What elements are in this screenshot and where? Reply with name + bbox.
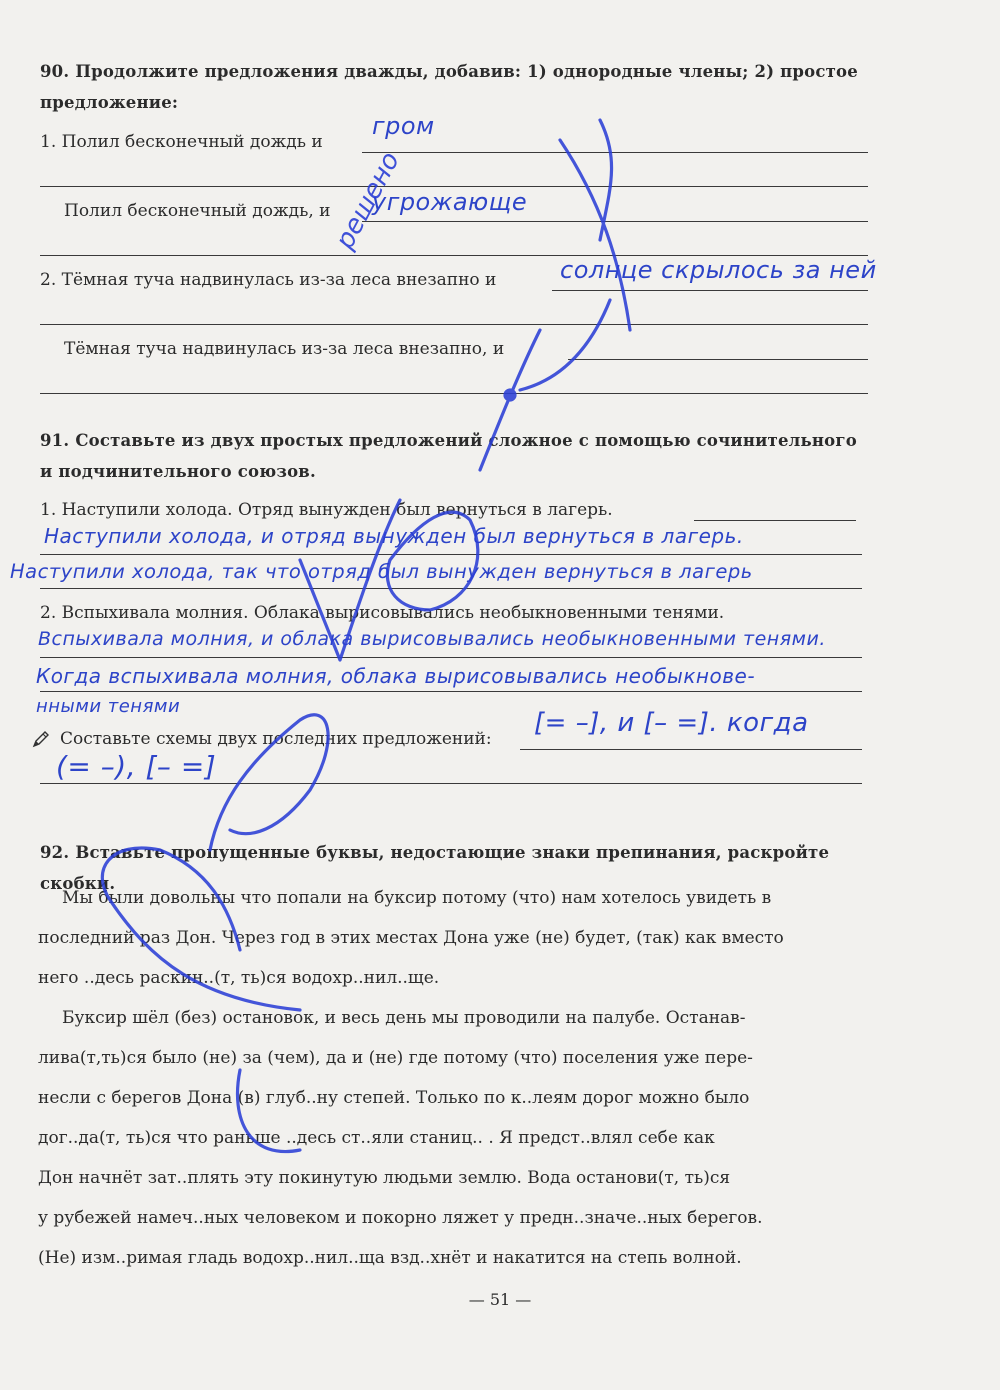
task-91-heading [40, 425, 870, 487]
handwritten-schemes-1: [= –], и [– =]. когда [534, 708, 809, 738]
task-91-schemes-label: Составьте схемы двух последних предложений: [60, 729, 492, 749]
answer-line [552, 290, 868, 291]
text-line: Буксир шёл (без) остановок, и весь день мы проводили на палубе. Останав- [62, 1008, 746, 1028]
handwritten-answer-91-2c: нными тенями [36, 696, 181, 717]
text-line: лива(т,ть)ся было (не) за (чем), да и (не) где потому (что) поселения уже пере- [38, 1048, 753, 1068]
answer-line [520, 749, 862, 750]
overlay-text: решено [330, 147, 406, 255]
text-line: Дон начнёт зат..плять эту покинутую людьми землю. Вода останови(т, ть)ся [38, 1168, 731, 1188]
page-number: — 51 — [468, 1290, 532, 1309]
answer-line [40, 393, 868, 394]
text-line: него ..десь раскин..(т, ть)ся водохр..нил..ще. [38, 968, 440, 988]
answer-line [362, 152, 868, 153]
text-line: дог..да(т, ть)ся что раньше ..десь ст..яли станиц.. . Я предст..влял себе как [38, 1128, 715, 1148]
task-90-item-2: Полил бесконечный дождь, и [64, 201, 331, 221]
handwritten-answer-90-2: угрожающе [372, 188, 528, 216]
answer-line [40, 783, 862, 784]
answer-line [40, 588, 862, 589]
exercise-paragraph-2 [38, 998, 864, 1278]
task-90-title: Продолжите предложения дважды, добавив: 1) однородные члены; 2) простое предложение: [40, 62, 858, 112]
handwritten-answer-91-2b: Когда вспыхивала молния, облака вырисовывались необыкнове- [36, 664, 756, 688]
task-91-sentence-1: 1. Наступили холода. Отряд вынужден был вернуться в лагерь. [40, 500, 613, 520]
exercise-paragraph-1 [38, 878, 864, 998]
task-91-title: Составьте из двух простых предложений сложное с помощью сочинительного и подчинительного союзов. [40, 431, 857, 481]
task-90-item-4: Тёмная туча надвинулась из-за леса внезапно, и [64, 339, 505, 359]
answer-line [40, 324, 868, 325]
text-line: у рубежей намеч..ных человеком и покорно ляжет у предн..значе..ных берегов. [38, 1208, 763, 1228]
task-91-sentence-2: 2. Вспыхивала молния. Облака вырисовывались необыкновенными тенями. [40, 603, 725, 623]
answer-line [40, 691, 862, 692]
answer-line [40, 554, 862, 555]
handwritten-answer-91-2a: Вспыхивала молния, и облака вырисовывались необыкновенными тенями. [38, 628, 826, 650]
handwritten-schemes-2: (= –), [– =] [56, 750, 217, 783]
task-90-number: 90. [40, 62, 70, 81]
task-92-title: Вставьте пропущенные буквы, недостающие знаки препинания, раскройте скобки. [40, 843, 830, 893]
answer-line [40, 186, 868, 187]
task-91-number: 91. [40, 431, 70, 450]
answer-line [568, 359, 868, 360]
handwritten-answer-91-1a: Наступили холода, и отряд вынужден был вернуться в лагерь. [44, 524, 744, 548]
answer-line [40, 657, 862, 658]
handwritten-answer-90-3: солнце скрылось за ней [560, 256, 877, 284]
handwritten-answer-91-1b: Наступили холода, так что отряд был вынужден вернуться в лагерь [10, 560, 753, 583]
pencil-icon [32, 730, 50, 748]
text-line: несли с берегов Дона (в) глуб..ну степей. Только по к..леям дорог можно было [38, 1088, 750, 1108]
text-line: последний раз Дон. Через год в этих местах Дона уже (не) будет, (так) как вместо [38, 928, 784, 948]
answer-line [362, 221, 868, 222]
task-90-heading [40, 56, 870, 118]
task-90-item-3: 2. Тёмная туча надвинулась из-за леса внезапно и [40, 270, 497, 290]
task-90-item-1: 1. Полил бесконечный дождь и [40, 132, 323, 152]
answer-line [694, 520, 856, 521]
text-line: (Не) изм..римая гладь водохр..нил..ща взд..хнёт и накатится на степь волной. [38, 1248, 742, 1268]
task-92-number: 92. [40, 843, 70, 862]
handwritten-answer-90-1: гром [372, 112, 435, 140]
text-line: Мы были довольны что попали на буксир потому (что) нам хотелось увидеть в [62, 888, 772, 908]
